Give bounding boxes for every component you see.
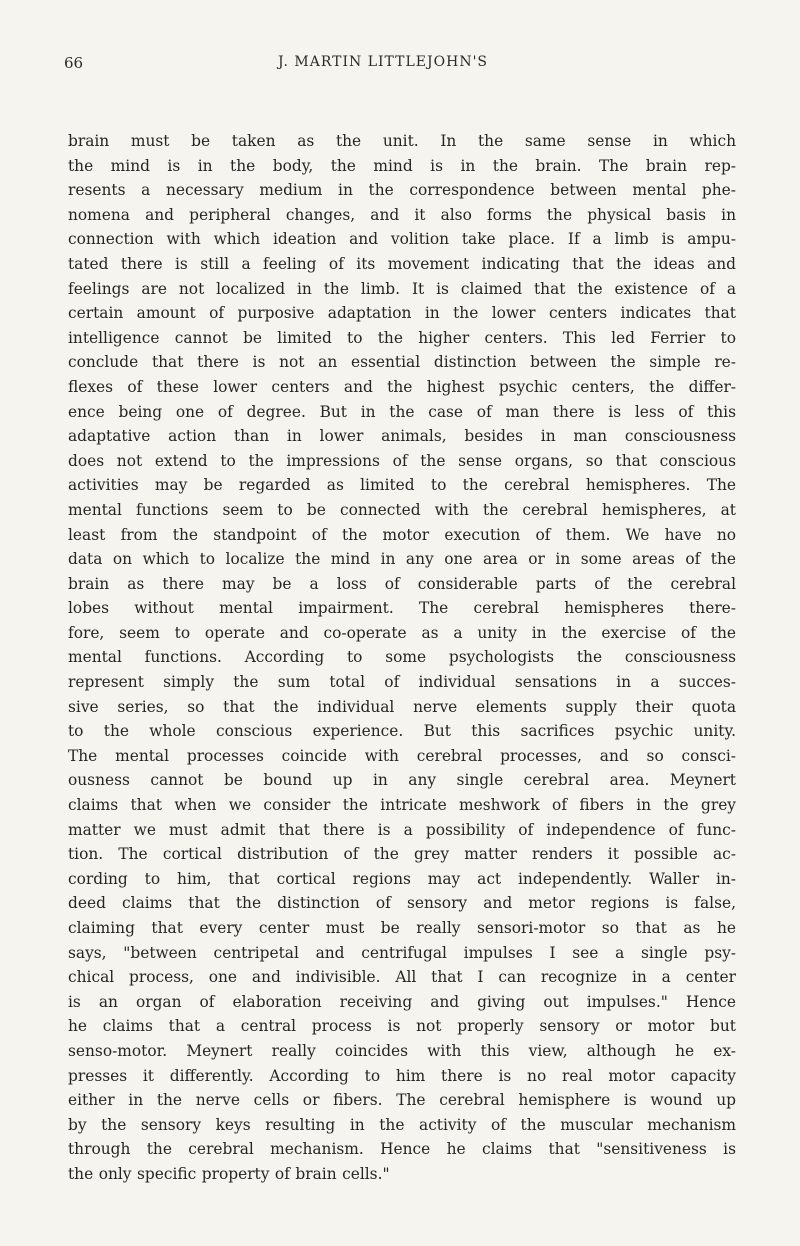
text-line: activities may be regarded as limited to the cerebral hemispheres. The [68, 476, 736, 495]
text-line: fore, seem to operate and co-operate as a unity in the exercise of the [68, 623, 736, 642]
text-line: chical process, one and indivisible. All that I can recognize in a center [68, 968, 736, 987]
text-line: matter we must admit that there is a possibility of independence of func- [68, 820, 736, 839]
text-line: to the whole conscious experience. But this sacrifices psychic unity. [68, 722, 736, 741]
text-line: claiming that every center must be really sensori-motor so that as he [68, 919, 736, 937]
text-line: tion. The cortical distribution of the grey matter renders it possible ac- [68, 845, 736, 864]
text-line: brain as there may be a loss of considerable parts of the cerebral [68, 574, 736, 593]
text-line: is an organ of elaboration receiving and giving out impulses." Hence [68, 992, 736, 1011]
text-line: connection with which ideation and volition take place. If a limb is ampu- [68, 230, 736, 249]
page-header [64, 54, 744, 80]
text-line: says, "between centripetal and centrifugal impulses I see a single psy- [68, 943, 736, 962]
text-line: adaptative action than in lower animals, besides in man consciousness [68, 427, 736, 446]
text-line: ousness cannot be bound up in any single cerebral area. Meynert [68, 771, 736, 790]
text-line: mental functions seem to be connected with the cerebral hemispheres, at [68, 500, 736, 519]
text-line: least from the standpoint of the motor execution of them. We have no [68, 525, 736, 544]
text-line: claims that when we consider the intricate meshwork of fibers in the grey [68, 796, 736, 815]
text-line: resents a necessary medium in the correspondence between mental phe- [68, 181, 736, 200]
text-line: presses it differently. According to him there is no real motor capacity [68, 1066, 736, 1085]
text-line: by the sensory keys resulting in the activity of the muscular mechanism [68, 1115, 736, 1134]
text-line: lobes without mental impairment. The cerebral hemispheres there- [68, 599, 736, 618]
text-line: deed claims that the distinction of sensory and metor regions is false, [68, 894, 736, 913]
text-line: either in the nerve cells or fibers. The cerebral hemisphere is wound up [68, 1091, 736, 1110]
text-line: represent simply the sum total of individual sensations in a succes- [68, 673, 736, 692]
text-line: The mental processes coincide with cerebral processes, and so consci- [68, 746, 736, 765]
text-line: flexes of these lower centers and the highest psychic centers, the differ- [68, 377, 736, 396]
text-line: mental functions. According to some psychologists the consciousness [68, 648, 736, 667]
text-line: through the cerebral mechanism. Hence he claims that "sensitiveness is [68, 1140, 736, 1159]
text-line: does not extend to the impressions of the sense organs, so that conscious [68, 451, 736, 470]
text-line: sive series, so that the individual nerve elements supply their quota [68, 697, 736, 716]
text-line: nomena and peripheral changes, and it also forms the physical basis in [68, 205, 736, 224]
running-title: J. MARTIN LITTLEJOHN'S [278, 54, 489, 70]
text-line: data on which to localize the mind in any one area or in some areas of the [68, 550, 736, 569]
text-line: senso-motor. Meynert really coincides with this view, although he ex- [68, 1041, 736, 1060]
page-number: 66 [64, 54, 84, 72]
text-line: cording to him, that cortical regions may act independently. Waller in- [68, 869, 736, 888]
text-line: intelligence cannot be limited to the higher centers. This led Ferrier to [68, 328, 736, 347]
text-line: ence being one of degree. But in the case of man there is less of this [68, 402, 736, 421]
text-line: conclude that there is not an essential distinction between the simple re- [68, 353, 736, 372]
text-line: the only specific property of brain cells." [68, 1164, 390, 1183]
text-line: certain amount of purposive adaptation in the lower centers indicates that [68, 304, 736, 323]
text-line: the mind is in the body, the mind is in the brain. The brain rep- [68, 156, 736, 175]
text-line: feelings are not localized in the limb. It is claimed that the existence of a [68, 279, 736, 298]
text-line: brain must be taken as the unit. In the same sense in which [68, 132, 736, 150]
text-line: tated there is still a feeling of its movement indicating that the ideas and [68, 254, 736, 273]
text-line: he claims that a central process is not properly sensory or motor but [68, 1017, 736, 1036]
body-text [68, 129, 736, 1187]
